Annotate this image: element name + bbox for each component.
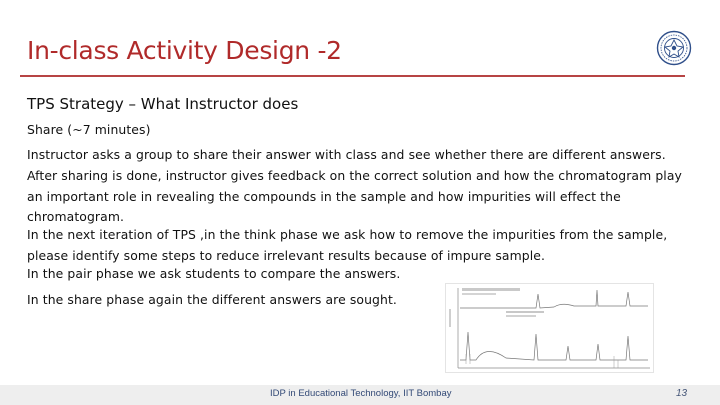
slide-title: In-class Activity Design -2 [27,36,342,65]
share-instructions-paragraph: Instructor asks a group to share their answer with class and see whether there are different answers. After sharing is done, instructor gives feedback on the correct solution and how the chromatogram play an important role in revealing the compounds in the sample and how impurities will effect the chromatogram. [27,147,682,225]
next-iteration-paragraph: In the next iteration of TPS ,in the think phase we ask how to remove the impurities from the sample, please identify some steps to reduce irrelevant results because of impure sample. [27,227,668,263]
title-divider [20,75,685,77]
share-phase-line: In the share phase again the different answers are sought. [27,292,397,307]
page-number: 13 [676,388,688,399]
section-heading: TPS Strategy – What Instructor does [27,95,299,113]
chromatogram-figure [445,283,654,373]
share-duration-label: Share (~7 minutes) [27,122,151,137]
footer-text: IDP in Educational Technology, IIT Bombay [270,388,452,399]
pair-phase-line: In the pair phase we ask students to compare the answers. [27,266,401,281]
institute-seal-logo [656,30,692,66]
